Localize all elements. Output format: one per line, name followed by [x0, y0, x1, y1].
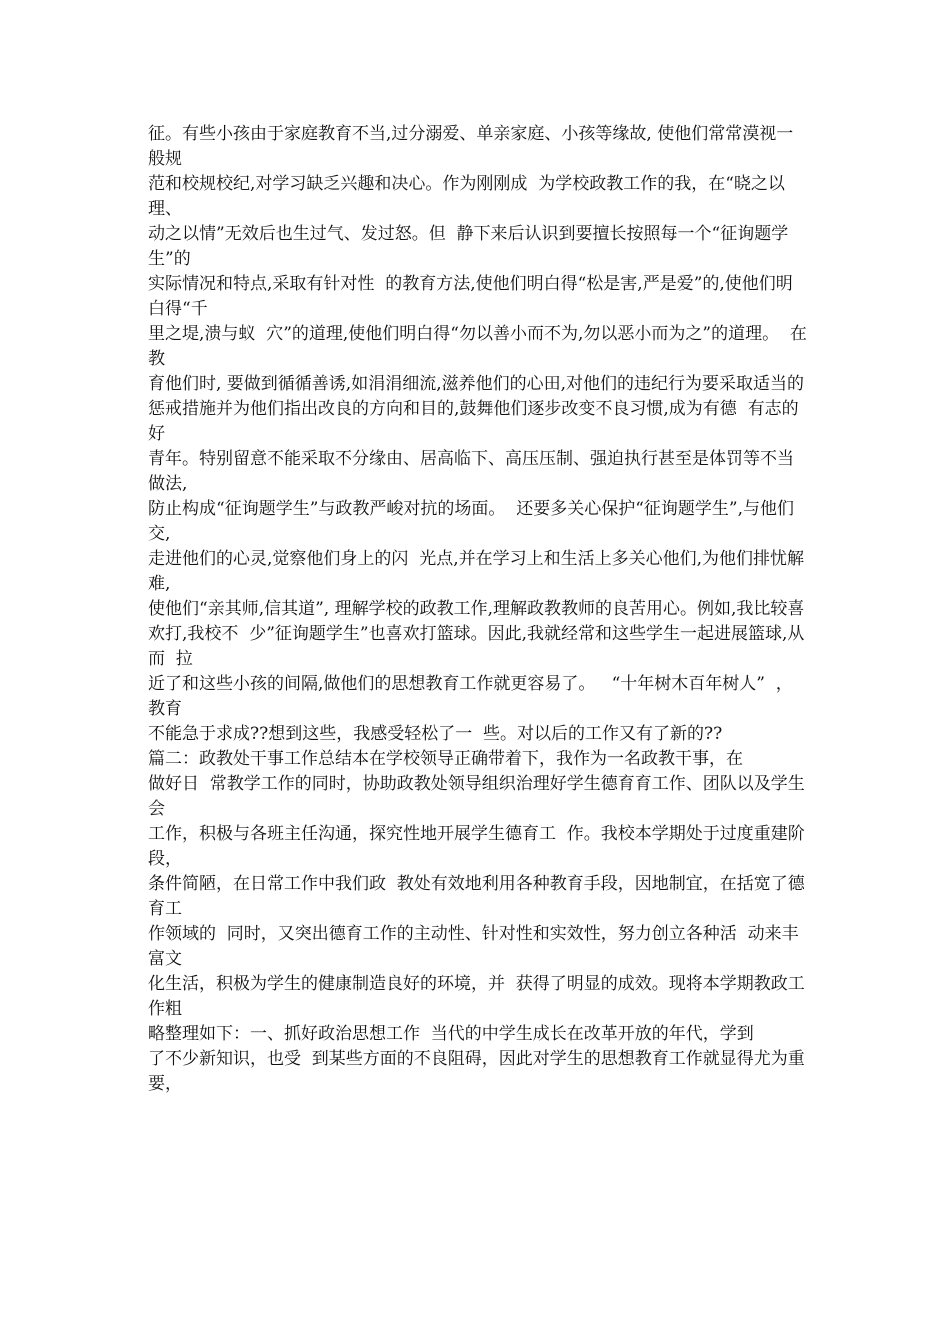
body-text-line: 防止构成“征询题学生”与政教严峻对抗的场面。 还要多关心保护“征询题学生”,与他们交,	[148, 499, 794, 544]
body-text-line: 做好日 常教学工作的同时，协助政教处领导组织治理好学生德育育工作、团队以及学生会	[148, 774, 805, 819]
body-text-line: 工作，积极与各班主任沟通，探究性地开展学生德育工 作。我校本学期处于过度重建阶段，	[148, 824, 805, 869]
body-text-line: 了不少新知识，也受 到某些方面的不良阻碍，因此对学生的思想教育工作就显得尤为重 要，	[148, 1049, 816, 1094]
body-text-line: 动之以情”无效后也生过气、发过怒。但 静下来后认识到要擅长按照每一个“征询题学生”的	[148, 224, 789, 269]
body-text-line: 走进他们的心灵,觉察他们身上的闪 光点,并在学习上和生活上多关心他们,为他们排忧解难,	[148, 549, 805, 594]
body-text-line: 育他们时, 要做到循循善诱,如涓涓细流,滋养他们的心田,对他们的违纪行为要采取适当的	[148, 374, 805, 394]
body-text-line: 条件简陋，在日常工作中我们政 教处有效地利用各种教育手段，因地制宜，在括宽了德育工	[148, 874, 805, 919]
document-body	[148, 122, 816, 1097]
body-text-line: 青年。特别留意不能采取不分缘由、居高临下、高压压制、强迫执行甚至是体罚等不当做法,	[148, 449, 794, 494]
body-text-line: 征。有些小孩由于家庭教育不当,过分溺爱、单亲家庭、小孩等缘故, 使他们常常漠视一般规	[148, 124, 794, 169]
body-text-line: 使他们“亲其师,信其道”, 理解学校的政教工作,理解政教教师的良苦用心。例如,我比较喜	[148, 599, 805, 619]
body-text-line: 不能急于求成??想到这些，我感受轻松了一 些。对以后的工作又有了新的??	[148, 724, 723, 744]
body-text-line: 惩戒措施并为他们指出改良的方向和目的,鼓舞他们逐步改变不良习惯,成为有德 有志的好	[148, 399, 799, 444]
body-text-line: 略整理如下：一、抓好政治思想工作 当代的中学生成长在改革开放的年代，学到	[148, 1024, 754, 1044]
body-text-line: 篇二：政教处干事工作总结本在学校领导正确带着下，我作为一名政教干事，在	[148, 749, 743, 769]
body-text-line: 作领域的 同时，又突出德育工作的主动性、针对性和实效性，努力创立各种活 动来丰富文	[148, 924, 799, 969]
body-text-line: 欢打,我校不 少”征询题学生”也喜欢打篮球。因此,我就经常和这些学生一起进展篮球,从而 拉	[148, 624, 805, 669]
body-text-line: 范和校规校纪,对学习缺乏兴趣和决心。作为刚刚成 为学校政教工作的我，在“晓之以理、	[148, 174, 785, 219]
body-text-line: 实际情况和特点,采取有针对性 的教育方法,使他们明白得“松是害,严是爱”的,使他们明白得“千	[148, 274, 793, 319]
body-text-line: 近了和这些小孩的间隔,做他们的思想教育工作就更容易了。 “十年树木百年树人” ，教育	[148, 674, 793, 719]
body-text-line: 里之堤,溃与蚁 穴”的道理,使他们明白得“勿以善小而不为,勿以恶小而为之”的道理。 在教	[148, 324, 807, 369]
body-text-line: 化生活，积极为学生的健康制造良好的环境，并 获得了明显的成效。现将本学期教政工作粗	[148, 974, 805, 1019]
